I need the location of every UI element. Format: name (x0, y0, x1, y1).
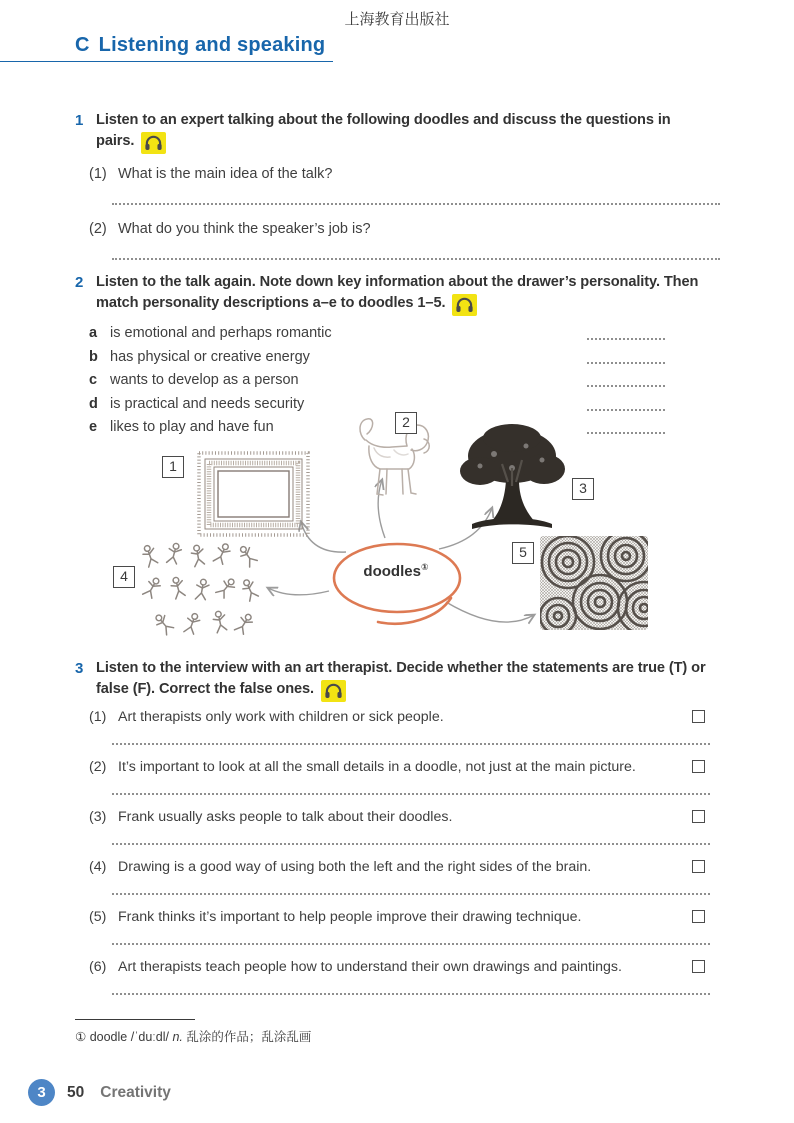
heading-underline (0, 61, 333, 62)
true-false-checkbox[interactable] (692, 860, 705, 873)
statement-label: (1) (89, 709, 107, 725)
publisher-text: 上海教育出版社 (344, 10, 450, 28)
exercise-number: 3 (75, 660, 84, 677)
true-false-checkbox[interactable] (692, 960, 705, 973)
unit-badge: 3 (28, 1079, 55, 1106)
description-text: wants to develop as a person (110, 372, 299, 388)
description-letter: a (89, 325, 98, 341)
exercise-instruction-text: Listen to an expert talking about the following doodles and discuss the questions in pairs. (96, 112, 671, 149)
question-text: What do you think the speaker’s job is? (118, 221, 371, 237)
description-row (75, 348, 665, 366)
correction-line[interactable] (112, 793, 710, 795)
answer-line[interactable] (112, 258, 720, 260)
description-text: likes to play and have fun (110, 419, 274, 435)
description-letter: c (89, 372, 98, 388)
headphone-icon (452, 294, 477, 316)
correction-line[interactable] (112, 743, 710, 745)
statement-row (75, 758, 705, 777)
exercise-number: 2 (75, 274, 84, 291)
question-row (75, 165, 707, 184)
statement-row (75, 958, 705, 977)
footnote-pos: n. (172, 1030, 183, 1044)
true-false-checkbox[interactable] (692, 760, 705, 773)
description-row (75, 324, 665, 342)
doodles-center-oval (320, 532, 472, 632)
tree-doodle-image (456, 416, 568, 540)
statement-label: (4) (89, 859, 107, 875)
question-text: What is the main idea of the talk? (118, 166, 333, 182)
footnote-rule (75, 1019, 195, 1020)
statement-text: Frank usually asks people to talk about their doodles. (118, 809, 453, 825)
section-letter: C (75, 34, 90, 56)
statement-text: Art therapists teach people how to understand their own drawings and paintings. (118, 959, 622, 975)
match-answer-line[interactable] (587, 385, 665, 387)
answer-line[interactable] (112, 203, 720, 205)
question-row (75, 220, 707, 239)
correction-line[interactable] (112, 943, 710, 945)
footnote-text (75, 1027, 311, 1045)
statement-text: Art therapists only work with children or sick people. (118, 709, 444, 725)
circle-pattern-doodle-image (540, 536, 648, 630)
unit-title: Creativity (100, 1083, 171, 1101)
doodle-number-box: 1 (162, 456, 184, 478)
correction-line[interactable] (112, 993, 710, 995)
description-letter: e (89, 419, 98, 435)
statement-row (75, 808, 705, 827)
exercise-instruction-text: Listen to the interview with an art therapist. Decide whether the statements are true (T) or false (F). Correct the false ones. (96, 660, 706, 697)
statement-label: (5) (89, 909, 107, 925)
doodles-footnote-mark: ① (420, 562, 429, 572)
true-false-checkbox[interactable] (692, 810, 705, 823)
exercise-instruction (96, 658, 707, 702)
exercise-instruction (96, 272, 707, 316)
section-heading (75, 34, 325, 57)
description-row (75, 371, 665, 389)
stick-figures-doodle-image (136, 540, 264, 644)
footnote-word: doodle (89, 1030, 128, 1044)
exercise-instruction-text: Listen to the talk again. Note down key information about the drawer’s personality. Then match personality descriptions a–e to doodles 1–5. (96, 274, 699, 311)
statement-text: Drawing is a good way of using both the left and the right sides of the brain. (118, 859, 592, 875)
true-false-checkbox[interactable] (692, 910, 705, 923)
headphone-icon (321, 680, 346, 702)
description-text: is emotional and perhaps romantic (110, 325, 332, 341)
correction-line[interactable] (112, 843, 710, 845)
section-title: Listening and speaking (98, 34, 326, 56)
footnote-mark: ① (75, 1030, 87, 1044)
statement-row (75, 708, 705, 727)
headphone-icon (141, 132, 166, 154)
exercise-number: 1 (75, 112, 84, 129)
description-text: is practical and needs security (110, 395, 305, 412)
statement-label: (3) (89, 809, 107, 825)
correction-line[interactable] (112, 893, 710, 895)
statement-row (75, 858, 705, 877)
page-number: 50 (67, 1083, 85, 1101)
description-letter: d (89, 395, 98, 412)
dog-doodle-image (350, 408, 438, 510)
exercise-instruction (96, 110, 707, 154)
question-label: (2) (89, 221, 107, 237)
exercise-1 (75, 110, 707, 260)
description-text: has physical or creative energy (110, 348, 310, 365)
statement-label: (2) (89, 759, 107, 775)
doodle-number-box: 3 (572, 478, 594, 500)
statement-text: It’s important to look at all the small details in a doodle, not just at the main picture. (118, 759, 636, 775)
doodles-diagram (88, 398, 672, 658)
doodles-center-label (328, 562, 464, 580)
footnote-meaning: 乱涂的作品；乱涂乱画 (186, 1030, 312, 1044)
doodle-number-box: 2 (395, 412, 417, 434)
statement-text: Frank thinks it’s important to help people improve their drawing technique. (118, 909, 582, 925)
page-footer (28, 1079, 171, 1106)
match-answer-line[interactable] (587, 362, 665, 364)
doodles-center-word: doodles (363, 563, 421, 580)
footnote-ipa: /ˈduːdl/ (130, 1030, 169, 1044)
true-false-checkbox[interactable] (692, 710, 705, 723)
description-letter: b (89, 348, 98, 365)
doodle-number-box: 4 (113, 566, 135, 588)
question-label: (1) (89, 166, 107, 182)
doodle-number-box: 5 (512, 542, 534, 564)
frame-doodle-image (196, 450, 311, 538)
exercise-3 (75, 658, 707, 995)
statement-label: (6) (89, 959, 107, 975)
statement-row (75, 908, 705, 927)
match-answer-line[interactable] (587, 338, 665, 340)
